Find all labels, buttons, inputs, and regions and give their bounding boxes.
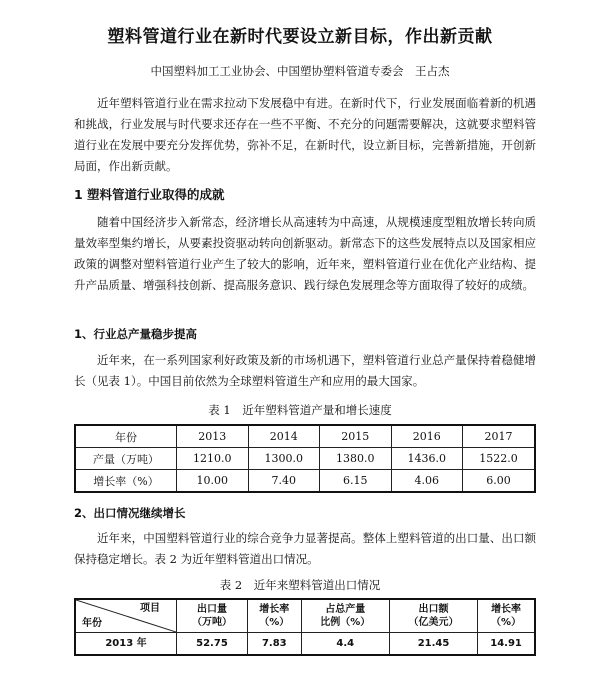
table-cell: 6.15 bbox=[320, 470, 392, 493]
header-line: 增长率 bbox=[491, 604, 522, 615]
table-header-cell: 2014 bbox=[248, 425, 320, 448]
header-line: 比例（%） bbox=[320, 617, 371, 628]
table-header-cell: 2016 bbox=[391, 425, 463, 448]
table-header-cell: 2015 bbox=[320, 425, 392, 448]
subsection1-paragraph: 近年来，在一系列国家利好政策及新的市场机遇下，塑料管道行业总产量保持着稳健增长（见表 1）。中国目前依然为全球塑料管道生产和应用的最大国家。 bbox=[74, 353, 536, 388]
table-cell: 2013 年 bbox=[75, 633, 177, 655]
author-line: 中国塑料加工工业协会、中国塑协塑料管道专委会 王占杰 bbox=[150, 64, 450, 78]
subsection-heading-1: 1、行业总产量稳步提高 bbox=[74, 327, 198, 341]
table-cell: 21.45 bbox=[389, 633, 477, 655]
table1-caption: 表 1 近年塑料管道产量和增长速度 bbox=[208, 403, 392, 417]
table-cell: 1436.0 bbox=[391, 448, 463, 470]
table-header-row bbox=[75, 425, 535, 448]
intro-paragraph: 近年塑料管道行业在需求拉动下发展稳中有进。在新时代下，行业发展面临着新的机遇和挑战，行业发展与时代要求还存在一些不平衡、不充分的问题需要解决，这就要求塑料管道行业在发展中要充分发挥优势，弥补不足，在新时代，设立新目标，完善新措施，开创新局面，作出新贡献。 bbox=[74, 96, 536, 173]
table-cell: 4.4 bbox=[301, 633, 389, 655]
subsection2-paragraph: 近年来，中国塑料管道行业的综合竞争力显著提高。整体上塑料管道的出口量、出口额保持稳定增长。表 2 为近年塑料管道出口情况。 bbox=[74, 531, 536, 566]
table-cell: 产量（万吨） bbox=[75, 448, 177, 470]
table-header-cell: 年份 bbox=[75, 425, 177, 448]
table-cell: 52.75 bbox=[177, 633, 248, 655]
table-production-growth bbox=[74, 424, 536, 493]
header-line: 增长率 bbox=[259, 604, 290, 615]
table-cell: 1210.0 bbox=[177, 448, 249, 470]
table-cell: 1380.0 bbox=[320, 448, 392, 470]
table-header-cell: 2013 bbox=[177, 425, 249, 448]
corner-bottom-label: 年份 bbox=[82, 618, 102, 629]
table-row bbox=[75, 633, 535, 655]
table-export bbox=[74, 598, 536, 656]
header-line: 占总产量 bbox=[325, 604, 366, 615]
header-line: 出口额 bbox=[418, 604, 449, 615]
table-cell: 7.40 bbox=[248, 470, 320, 493]
table-corner-cell bbox=[75, 599, 177, 633]
section-heading-1: 1 塑料管道行业取得的成就 bbox=[74, 187, 225, 202]
table-header-cell bbox=[389, 599, 477, 633]
header-line: （万吨） bbox=[191, 617, 232, 628]
table-cell: 14.91 bbox=[478, 633, 535, 655]
table-header-row bbox=[75, 599, 535, 633]
table-cell: 增长率（%） bbox=[75, 470, 177, 493]
section1-paragraph: 随着中国经济步入新常态，经济增长从高速转为中高速，从规模速度型粗放增长转向质量效率型集约增长，从要素投资驱动转向创新驱动。新常态下的这些发展特点以及国家相应政策的调整对塑料管道行业产生了较大的影响，近年来，塑料管道行业在优化产业结构、提升产品质量、增强科技创新、提高服务意识、践行绿色发展理念等方面取得了较好的成绩。 bbox=[74, 215, 536, 292]
header-line: （%） bbox=[259, 617, 290, 628]
header-line: 出口量 bbox=[196, 604, 227, 615]
table-row bbox=[75, 448, 535, 470]
subsection-heading-2: 2、出口情况继续增长 bbox=[74, 506, 186, 520]
header-line: （亿美元） bbox=[408, 617, 459, 628]
header-line: （%） bbox=[491, 617, 522, 628]
table-header-cell: 2017 bbox=[463, 425, 535, 448]
table-row bbox=[75, 470, 535, 493]
corner-top-label: 项目 bbox=[140, 603, 160, 614]
article-title: 塑料管道行业在新时代要设立新目标，作出新贡献 bbox=[107, 27, 493, 47]
table-header-cell bbox=[177, 599, 248, 633]
table-header-cell bbox=[478, 599, 535, 633]
table-cell: 10.00 bbox=[177, 470, 249, 493]
table-cell: 7.83 bbox=[247, 633, 301, 655]
table-cell: 1300.0 bbox=[248, 448, 320, 470]
table-cell: 6.00 bbox=[463, 470, 535, 493]
table-cell: 1522.0 bbox=[463, 448, 535, 470]
table-header-cell bbox=[247, 599, 301, 633]
table2-caption: 表 2 近年来塑料管道出口情况 bbox=[219, 578, 381, 592]
table-cell: 4.06 bbox=[391, 470, 463, 493]
table-header-cell bbox=[301, 599, 389, 633]
